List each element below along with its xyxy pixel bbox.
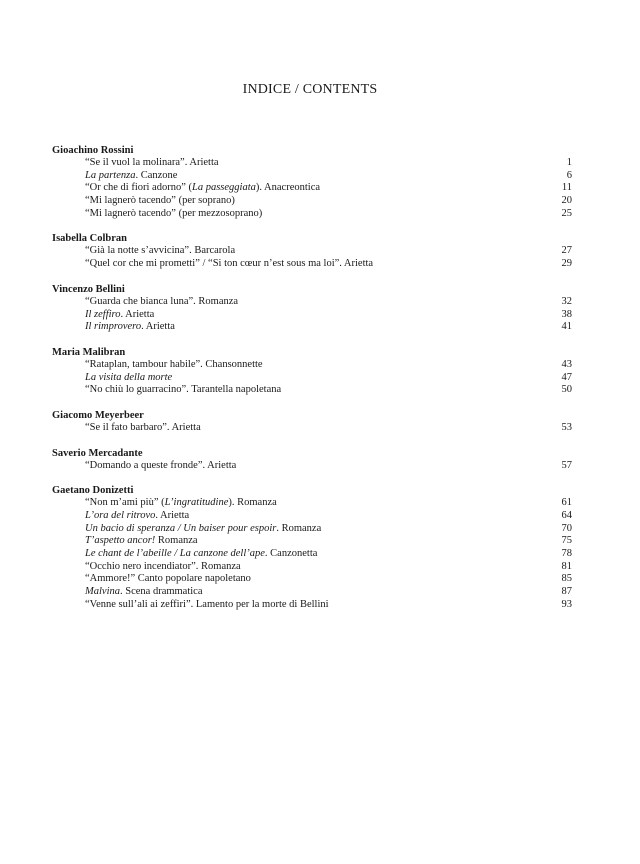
page-number: 78 (561, 548, 572, 560)
entry-title (85, 497, 277, 508)
toc-entry (52, 510, 572, 523)
entry-title (85, 561, 241, 572)
entry-title-segment: . Arietta (141, 321, 175, 333)
composer-name: Isabella Colbran (52, 233, 127, 245)
composer-name: Maria Malibran (52, 346, 126, 358)
page-number: 57 (561, 459, 572, 471)
composer-name: Gioachino Rossini (52, 145, 134, 156)
toc-entry (52, 157, 572, 170)
entry-title-segment: “Mi lagnerò tacendo” (per mezzosoprano) (85, 207, 263, 219)
entry-title-italic: La passeggiata (192, 182, 256, 194)
toc-entry (52, 561, 572, 574)
entry-title-italic: Malvina (85, 586, 120, 598)
entry-title (85, 548, 317, 559)
entry-title-segment: . Canzone (135, 169, 178, 181)
page-number: 93 (561, 598, 572, 610)
toc-section (52, 283, 572, 334)
toc-entry (52, 372, 572, 385)
entry-title-segment: . Arietta (155, 510, 190, 521)
entry-title-segment: “Guarda che bianca luna”. Romanza (85, 295, 239, 307)
entry-title-italic: L’ingratitudine (164, 497, 229, 509)
page-number: 61 (561, 497, 572, 509)
entry-title (85, 359, 263, 370)
page-number: 64 (561, 510, 572, 521)
entry-title-segment: “Venne sull’ali ai zeffiri”. Lamento per la morte di Bellini (85, 598, 329, 610)
page-title: INDICE / CONTENTS (242, 82, 378, 97)
toc-entry (52, 195, 572, 208)
page-number: 29 (561, 258, 572, 270)
page-number: 87 (561, 586, 572, 598)
table-of-contents (52, 144, 572, 624)
toc-entry (52, 548, 572, 561)
toc-section (52, 447, 572, 473)
page-number: 32 (561, 295, 572, 307)
toc-entry (52, 573, 572, 586)
entry-title-italic: Il rimprovero (85, 321, 142, 333)
entry-title (85, 523, 321, 534)
page-number: 20 (561, 195, 572, 207)
entry-title (85, 170, 177, 181)
entry-title-italic: Il zeffiro (85, 308, 121, 320)
entry-title-italic: Le chant de l’abeille / La canzone dell’ape (85, 548, 265, 560)
entry-title (85, 208, 262, 219)
toc-entry (52, 182, 572, 195)
toc-section (52, 232, 572, 270)
toc-entry (52, 321, 572, 334)
composer-name: Gaetano Donizetti (52, 485, 134, 497)
entry-title-italic: La visita della morte (85, 371, 173, 383)
toc-entry (52, 245, 572, 258)
entry-title-segment: “Rataplan, tambour habile”. Chansonnette (85, 358, 263, 370)
entry-title-segment: . Romanza (276, 522, 322, 534)
toc-section (52, 144, 572, 220)
toc-entry (52, 359, 572, 372)
page-number: 11 (561, 182, 572, 194)
toc-entry (52, 460, 572, 473)
entry-title (85, 510, 189, 521)
composer-name: Saverio Mercadante (52, 447, 143, 459)
toc-entry (52, 296, 572, 309)
toc-section (52, 346, 572, 397)
toc-entry (52, 258, 572, 271)
entry-title-segment: “Or che di fiori adorno” ( (85, 182, 192, 194)
entry-title-segment: “Occhio nero incendiator”. Romanza (85, 560, 241, 572)
entry-title (85, 586, 203, 597)
page-number: 50 (561, 384, 572, 396)
page-number: 53 (561, 421, 572, 433)
page-number: 25 (561, 207, 572, 219)
page-number: 1 (566, 157, 572, 168)
entry-title-segment: “Già la notte s’avvicina”. Barcarola (85, 245, 236, 257)
composer-name: Vincenzo Bellini (52, 283, 125, 295)
entry-title (85, 573, 251, 584)
entry-title (85, 296, 238, 307)
entry-title (85, 309, 154, 320)
entry-title (85, 258, 373, 269)
entry-title-segment: . Canzonetta (264, 548, 318, 560)
entry-title-segment: “Non m’ami più” ( (85, 497, 165, 509)
entry-title-segment: “Se il fato barbaro”. Arietta (85, 421, 201, 433)
entry-title-segment: “No chiù lo guarracino”. Tarantella napoletana (85, 384, 282, 396)
page-number: 43 (561, 358, 572, 370)
toc-entry (52, 497, 572, 510)
toc-entry (52, 309, 572, 322)
entry-title-italic: Un bacio di speranza / Un baiser pour espoir (85, 522, 277, 534)
entry-title-italic: T’aspetto ancor! (85, 535, 156, 547)
toc-entry (52, 586, 572, 599)
toc-entry (52, 208, 572, 221)
page-number: 38 (561, 308, 572, 320)
entry-title (85, 321, 175, 332)
entry-title (85, 599, 329, 610)
entry-title-segment: “Ammore!” Canto popolare napoletano (85, 573, 251, 585)
entry-title-segment: Romanza (155, 535, 198, 547)
toc-entry (52, 170, 572, 183)
entry-title (85, 245, 235, 256)
entry-title-segment: “Domando a queste fronde”. Arietta (85, 459, 237, 471)
page-number: 75 (561, 535, 572, 547)
entry-title (85, 372, 172, 383)
entry-title-italic: L’ora del ritrovo (85, 510, 156, 521)
entry-title (85, 535, 198, 546)
toc-section (52, 484, 572, 611)
entry-title (85, 195, 235, 206)
entry-title (85, 157, 219, 168)
entry-title-segment: . Scena drammatica (120, 586, 203, 598)
page-number: 6 (566, 169, 572, 181)
entry-title (85, 384, 281, 395)
entry-title-segment: ). Romanza (228, 497, 277, 509)
entry-title-segment: “Quel cor che mi prometti” / “Si ton cœur n’est sous ma loi”. Arietta (85, 258, 374, 270)
entry-title-segment: “Mi lagnerò tacendo” (per soprano) (85, 195, 235, 207)
toc-entry (52, 422, 572, 435)
entry-title-segment: ). Anacreontica (255, 182, 321, 194)
toc-entry (52, 599, 572, 612)
toc-section (52, 409, 572, 435)
page-number: 70 (561, 522, 572, 534)
entry-title (85, 182, 320, 193)
page-number: 41 (561, 321, 572, 333)
entry-title-segment: . Arietta (120, 308, 155, 320)
toc-entry (52, 523, 572, 536)
page-number: 47 (561, 371, 572, 383)
entry-title (85, 422, 201, 433)
page-number: 81 (561, 560, 572, 572)
page-number: 27 (561, 245, 572, 257)
toc-entry (52, 535, 572, 548)
entry-title-segment: “Se il vuol la molinara”. Arietta (85, 157, 219, 168)
composer-name: Giacomo Meyerbeer (52, 409, 144, 421)
page-number: 85 (561, 573, 572, 585)
toc-entry (52, 384, 572, 397)
entry-title (85, 460, 236, 471)
entry-title-italic: La partenza (85, 169, 136, 181)
